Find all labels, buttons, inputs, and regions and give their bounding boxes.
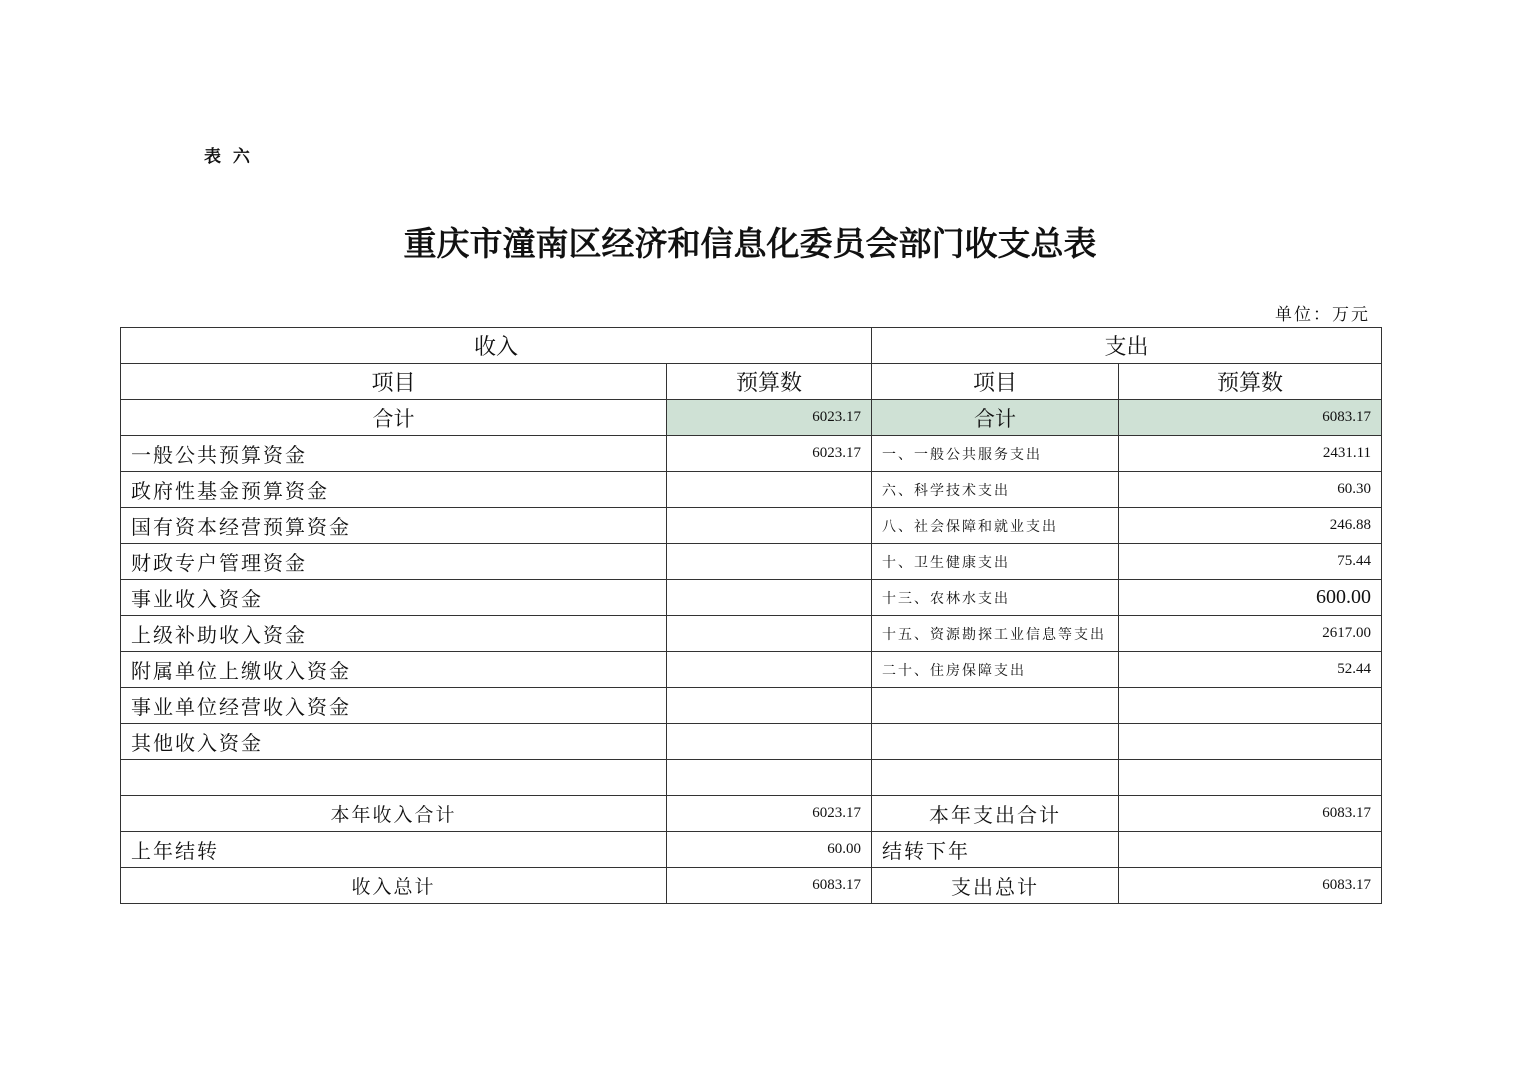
table-number-label: 表 六 <box>204 147 253 167</box>
grand-expense-total-label: 支出总计 <box>872 868 1119 904</box>
expense-budget-header: 预算数 <box>1119 364 1382 400</box>
expense-value <box>1119 688 1382 724</box>
year-income-total-label: 本年收入合计 <box>121 796 667 832</box>
income-item: 附属单位上缴收入资金 <box>121 652 667 688</box>
income-value <box>667 508 872 544</box>
table-row <box>121 724 1382 760</box>
carry-out-label: 结转下年 <box>872 832 1119 868</box>
income-item: 一般公共预算资金 <box>121 436 667 472</box>
table-row <box>121 580 1382 616</box>
expense-value: 600.00 <box>1119 580 1382 616</box>
income-budget-header: 预算数 <box>667 364 872 400</box>
expense-item: 十三、农林水支出 <box>872 580 1119 616</box>
income-value: 6023.17 <box>667 436 872 472</box>
year-income-total-value: 6023.17 <box>667 796 872 832</box>
budget-summary-table <box>120 327 1382 904</box>
expense-item <box>872 724 1119 760</box>
expense-item <box>872 688 1119 724</box>
income-value <box>667 760 872 796</box>
income-item: 国有资本经营预算资金 <box>121 508 667 544</box>
table-row <box>121 616 1382 652</box>
table-row <box>121 652 1382 688</box>
expense-value: 246.88 <box>1119 508 1382 544</box>
income-value <box>667 688 872 724</box>
expense-item: 六、科学技术支出 <box>872 472 1119 508</box>
expense-value: 2431.11 <box>1119 436 1382 472</box>
table-row <box>121 760 1382 796</box>
section-header-row <box>121 328 1382 364</box>
total-row <box>121 400 1382 436</box>
expense-value: 52.44 <box>1119 652 1382 688</box>
income-section-header: 收入 <box>121 328 872 364</box>
income-value <box>667 544 872 580</box>
income-value <box>667 724 872 760</box>
expense-item: 十、卫生健康支出 <box>872 544 1119 580</box>
income-value <box>667 652 872 688</box>
income-total-value: 6023.17 <box>667 400 872 436</box>
income-item: 财政专户管理资金 <box>121 544 667 580</box>
expense-section-header: 支出 <box>872 328 1382 364</box>
income-value <box>667 472 872 508</box>
income-item: 事业收入资金 <box>121 580 667 616</box>
income-total-label: 合计 <box>121 400 667 436</box>
income-value <box>667 616 872 652</box>
year-total-row <box>121 796 1382 832</box>
income-item: 上级补助收入资金 <box>121 616 667 652</box>
expense-total-value: 6083.17 <box>1119 400 1382 436</box>
expense-item: 八、社会保障和就业支出 <box>872 508 1119 544</box>
income-item: 政府性基金预算资金 <box>121 472 667 508</box>
table-row <box>121 436 1382 472</box>
table-row <box>121 472 1382 508</box>
grand-total-row <box>121 868 1382 904</box>
column-header-row <box>121 364 1382 400</box>
income-item: 其他收入资金 <box>121 724 667 760</box>
expense-value <box>1119 724 1382 760</box>
expense-total-label: 合计 <box>872 400 1119 436</box>
income-item: 事业单位经营收入资金 <box>121 688 667 724</box>
income-value <box>667 580 872 616</box>
carry-in-label: 上年结转 <box>121 832 667 868</box>
income-item-header: 项目 <box>121 364 667 400</box>
carry-in-value: 60.00 <box>667 832 872 868</box>
carry-out-value <box>1119 832 1382 868</box>
grand-expense-total-value: 6083.17 <box>1119 868 1382 904</box>
income-item <box>121 760 667 796</box>
expense-value <box>1119 760 1382 796</box>
table-row <box>121 688 1382 724</box>
unit-label: 单位：万元 <box>1275 305 1370 325</box>
table-row <box>121 544 1382 580</box>
year-expense-total-value: 6083.17 <box>1119 796 1382 832</box>
year-expense-total-label: 本年支出合计 <box>872 796 1119 832</box>
expense-item: 二十、住房保障支出 <box>872 652 1119 688</box>
page-title: 重庆市潼南区经济和信息化委员会部门收支总表 <box>403 224 1097 263</box>
expense-item <box>872 760 1119 796</box>
expense-value: 2617.00 <box>1119 616 1382 652</box>
expense-item-header: 项目 <box>872 364 1119 400</box>
expense-item: 十五、资源勘探工业信息等支出 <box>872 616 1119 652</box>
grand-income-total-label: 收入总计 <box>121 868 667 904</box>
expense-value: 60.30 <box>1119 472 1382 508</box>
table-row <box>121 508 1382 544</box>
grand-income-total-value: 6083.17 <box>667 868 872 904</box>
expense-item: 一、一般公共服务支出 <box>872 436 1119 472</box>
expense-value: 75.44 <box>1119 544 1382 580</box>
carry-over-row <box>121 832 1382 868</box>
